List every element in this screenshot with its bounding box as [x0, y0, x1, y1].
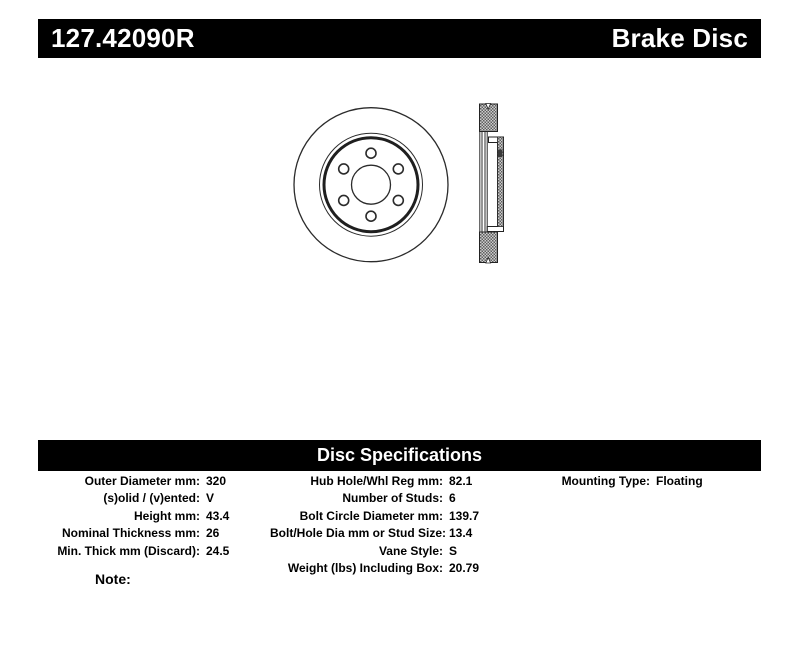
spec-value: Floating [656, 474, 703, 488]
spec-value: 139.7 [449, 508, 480, 523]
spec-label: (s)olid / (v)ented: [103, 491, 200, 506]
spec-row [540, 473, 703, 490]
disc-cross-section-drawing [480, 104, 504, 264]
title-bar [38, 19, 761, 58]
spec-value: 20.79 [449, 561, 480, 576]
spec-label: Vane Style: [378, 543, 443, 558]
spec-row [270, 473, 479, 490]
spec-column-left [30, 473, 229, 560]
spec-label: Weight (lbs) Including Box: [287, 561, 443, 576]
spec-section-title: Disc Specifications [316, 445, 483, 465]
spec-value: S [449, 543, 458, 558]
spec-row [270, 490, 479, 507]
spec-label: Min. Thick mm (Discard): [57, 543, 200, 558]
spec-label: Bolt/Hole Dia mm or Stud Size: [270, 526, 447, 541]
spec-value: 13.4 [449, 526, 473, 541]
spec-value: 82.1 [449, 474, 473, 488]
product-type: Brake Disc [611, 23, 748, 53]
spec-column-middle [270, 473, 479, 577]
spec-value: 24.5 [206, 543, 230, 558]
spec-row [30, 490, 229, 507]
spec-label: Mounting Type: [561, 474, 650, 488]
spec-row [270, 525, 479, 542]
spec-label: Outer Diameter mm: [84, 474, 200, 488]
spec-label: Number of Studs: [342, 491, 443, 506]
spec-row [30, 473, 229, 490]
spec-row [270, 543, 479, 560]
stud-holes [339, 148, 404, 221]
disc-front-view-drawing [294, 108, 448, 262]
note-label: Note: [95, 571, 131, 587]
part-number: 127.42090R [51, 23, 195, 53]
spec-label: Bolt Circle Diameter mm: [299, 508, 443, 523]
spec-row [270, 508, 479, 525]
spec-label: Height mm: [134, 508, 200, 523]
spec-row [30, 508, 229, 525]
spec-section-bar [38, 440, 761, 471]
spec-label: Hub Hole/Whl Reg mm: [310, 474, 443, 488]
spec-value: 43.4 [206, 508, 230, 523]
spec-row [30, 525, 229, 542]
spec-column-right [540, 473, 703, 490]
spec-value: 320 [206, 474, 227, 488]
spec-value: V [206, 491, 215, 506]
spec-value: 6 [449, 491, 456, 506]
brake-disc-drawing [270, 95, 520, 275]
spec-label: Nominal Thickness mm: [61, 526, 200, 541]
spec-row [30, 543, 229, 560]
spec-value: 26 [206, 526, 220, 541]
spec-row [270, 560, 479, 577]
